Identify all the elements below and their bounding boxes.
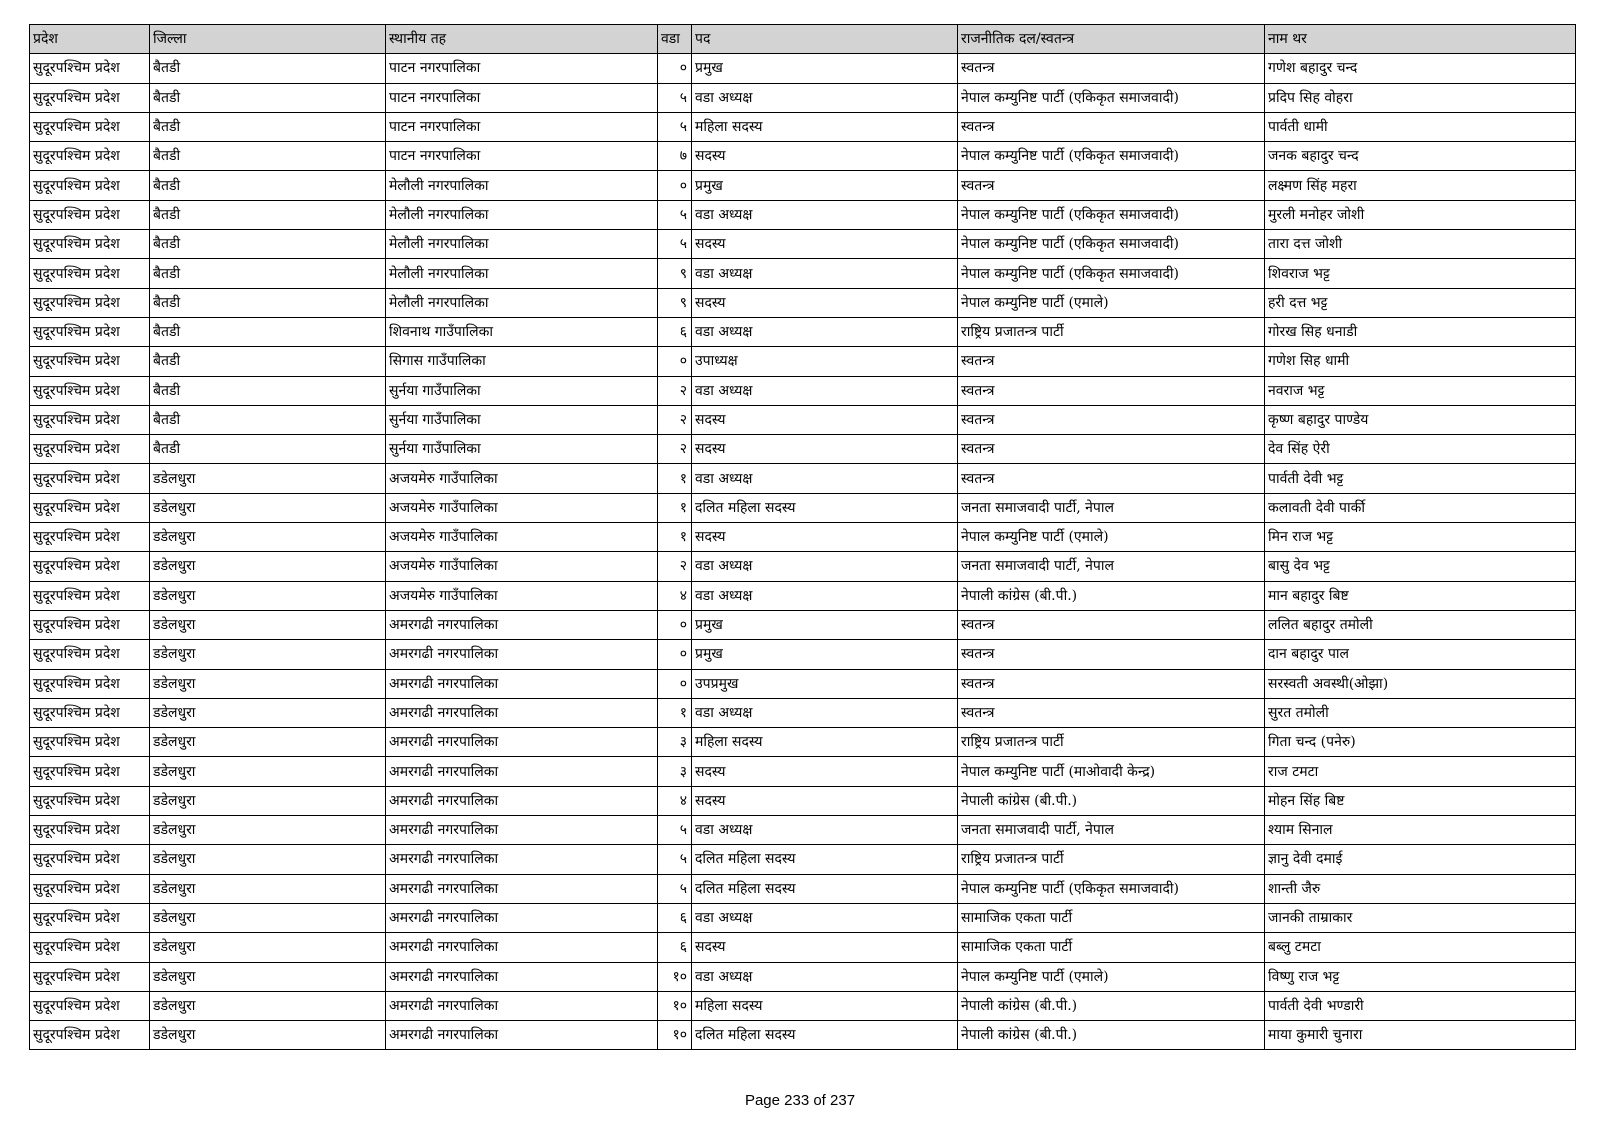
party-cell: सामाजिक एकता पार्टी: [958, 933, 1265, 962]
name-cell: ज्ञानु देवी दमाई: [1265, 845, 1576, 874]
district-cell: बैतडी: [150, 317, 386, 346]
ward-cell: ३: [658, 757, 692, 786]
table-row: [30, 288, 1576, 317]
district-cell: डडेलधुरा: [150, 845, 386, 874]
table-row: [30, 83, 1576, 112]
position-cell: सदस्य: [692, 435, 958, 464]
district-cell: डडेलधुरा: [150, 552, 386, 581]
ward-cell: ०: [658, 347, 692, 376]
ward-cell: ९: [658, 259, 692, 288]
province-cell: सुदूरपश्चिम प्रदेश: [30, 903, 150, 932]
party-cell: स्वतन्त्र: [958, 112, 1265, 141]
table-row: [30, 816, 1576, 845]
table-row: [30, 933, 1576, 962]
position-cell: प्रमुख: [692, 171, 958, 200]
province-cell: सुदूरपश्चिम प्रदेश: [30, 405, 150, 434]
ward-cell: २: [658, 376, 692, 405]
ward-cell: ९: [658, 288, 692, 317]
local-level-cell: अजयमेरु गाउँपालिका: [386, 581, 658, 610]
party-cell: जनता समाजवादी पार्टी, नेपाल: [958, 816, 1265, 845]
header-district: जिल्ला: [150, 25, 386, 54]
province-cell: सुदूरपश्चिम प्रदेश: [30, 1021, 150, 1050]
table-row: [30, 640, 1576, 669]
ward-cell: ४: [658, 581, 692, 610]
table-row: [30, 142, 1576, 171]
province-cell: सुदूरपश्चिम प्रदेश: [30, 757, 150, 786]
name-cell: मान बहादुर बिष्ट: [1265, 581, 1576, 610]
district-cell: बैतडी: [150, 259, 386, 288]
name-cell: प्रदिप सिह वोहरा: [1265, 83, 1576, 112]
district-cell: डडेलधुरा: [150, 523, 386, 552]
party-cell: जनता समाजवादी पार्टी, नेपाल: [958, 493, 1265, 522]
position-cell: दलित महिला सदस्य: [692, 1021, 958, 1050]
table-row: [30, 112, 1576, 141]
party-cell: नेपाल कम्युनिष्ट पार्टी (एकिकृत समाजवादी): [958, 259, 1265, 288]
table-row: [30, 552, 1576, 581]
local-level-cell: मेलौली नगरपालिका: [386, 288, 658, 317]
local-level-cell: अमरगढी नगरपालिका: [386, 757, 658, 786]
party-cell: स्वतन्त्र: [958, 54, 1265, 83]
table-row: [30, 669, 1576, 698]
name-cell: गोरख सिह धनाडी: [1265, 317, 1576, 346]
local-level-cell: सिगास गाउँपालिका: [386, 347, 658, 376]
province-cell: सुदूरपश्चिम प्रदेश: [30, 376, 150, 405]
table-row: [30, 610, 1576, 639]
province-cell: सुदूरपश्चिम प्रदेश: [30, 317, 150, 346]
party-cell: नेपाल कम्युनिष्ट पार्टी (एकिकृत समाजवादी): [958, 142, 1265, 171]
party-cell: नेपाली कांग्रेस (बी.पी.): [958, 581, 1265, 610]
district-cell: डडेलधुरा: [150, 581, 386, 610]
position-cell: दलित महिला सदस्य: [692, 845, 958, 874]
province-cell: सुदूरपश्चिम प्रदेश: [30, 83, 150, 112]
ward-cell: ५: [658, 230, 692, 259]
table-row: [30, 259, 1576, 288]
local-level-cell: अमरगढी नगरपालिका: [386, 903, 658, 932]
province-cell: सुदूरपश्चिम प्रदेश: [30, 874, 150, 903]
district-cell: बैतडी: [150, 83, 386, 112]
province-cell: सुदूरपश्चिम प्रदेश: [30, 698, 150, 727]
district-cell: डडेलधुरा: [150, 903, 386, 932]
table-row: [30, 903, 1576, 932]
table-row: [30, 230, 1576, 259]
party-cell: राष्ट्रिय प्रजातन्त्र पार्टी: [958, 728, 1265, 757]
name-cell: पार्वती देवी भण्डारी: [1265, 991, 1576, 1020]
local-level-cell: सुर्नया गाउँपालिका: [386, 376, 658, 405]
ward-cell: २: [658, 552, 692, 581]
local-level-cell: अमरगढी नगरपालिका: [386, 728, 658, 757]
name-cell: मिन राज भट्ट: [1265, 523, 1576, 552]
district-cell: डडेलधुरा: [150, 493, 386, 522]
position-cell: दलित महिला सदस्य: [692, 874, 958, 903]
district-cell: डडेलधुरा: [150, 698, 386, 727]
province-cell: सुदूरपश्चिम प्रदेश: [30, 493, 150, 522]
district-cell: डडेलधुरा: [150, 991, 386, 1020]
table-row: [30, 200, 1576, 229]
position-cell: वडा अध्यक्ष: [692, 464, 958, 493]
province-cell: सुदूरपश्चिम प्रदेश: [30, 610, 150, 639]
party-cell: स्वतन्त्र: [958, 669, 1265, 698]
district-cell: डडेलधुरा: [150, 1021, 386, 1050]
position-cell: वडा अध्यक्ष: [692, 259, 958, 288]
table-row: [30, 845, 1576, 874]
table-row: [30, 786, 1576, 815]
ward-cell: १: [658, 523, 692, 552]
position-cell: प्रमुख: [692, 640, 958, 669]
position-cell: सदस्य: [692, 405, 958, 434]
local-level-cell: मेलौली नगरपालिका: [386, 171, 658, 200]
province-cell: सुदूरपश्चिम प्रदेश: [30, 435, 150, 464]
header-ward: वडा: [658, 25, 692, 54]
party-cell: नेपाल कम्युनिष्ट पार्टी (एमाले): [958, 523, 1265, 552]
table-row: [30, 347, 1576, 376]
table-row: [30, 405, 1576, 434]
party-cell: नेपाल कम्युनिष्ट पार्टी (एकिकृत समाजवादी): [958, 230, 1265, 259]
position-cell: महिला सदस्य: [692, 112, 958, 141]
table-row: [30, 757, 1576, 786]
local-level-cell: अमरगढी नगरपालिका: [386, 874, 658, 903]
name-cell: तारा दत्त जोशी: [1265, 230, 1576, 259]
district-cell: बैतडी: [150, 112, 386, 141]
party-cell: स्वतन्त्र: [958, 640, 1265, 669]
name-cell: माया कुमारी चुनारा: [1265, 1021, 1576, 1050]
name-cell: मोहन सिंह बिष्ट: [1265, 786, 1576, 815]
name-cell: कृष्ण बहादुर पाण्डेय: [1265, 405, 1576, 434]
ward-cell: १: [658, 698, 692, 727]
name-cell: गणेश सिह धामी: [1265, 347, 1576, 376]
local-level-cell: मेलौली नगरपालिका: [386, 200, 658, 229]
header-position: पद: [692, 25, 958, 54]
table-row: [30, 991, 1576, 1020]
table-header: [30, 25, 1576, 54]
position-cell: वडा अध्यक्ष: [692, 962, 958, 991]
position-cell: महिला सदस्य: [692, 728, 958, 757]
table-row: [30, 464, 1576, 493]
position-cell: प्रमुख: [692, 610, 958, 639]
party-cell: नेपाल कम्युनिष्ट पार्टी (एकिकृत समाजवादी): [958, 200, 1265, 229]
party-cell: स्वतन्त्र: [958, 698, 1265, 727]
province-cell: सुदूरपश्चिम प्रदेश: [30, 962, 150, 991]
position-cell: वडा अध्यक्ष: [692, 581, 958, 610]
position-cell: सदस्य: [692, 288, 958, 317]
table-row: [30, 874, 1576, 903]
province-cell: सुदूरपश्चिम प्रदेश: [30, 523, 150, 552]
province-cell: सुदूरपश्चिम प्रदेश: [30, 347, 150, 376]
district-cell: बैतडी: [150, 288, 386, 317]
district-cell: डडेलधुरा: [150, 669, 386, 698]
party-cell: स्वतन्त्र: [958, 464, 1265, 493]
district-cell: डडेलधुरा: [150, 610, 386, 639]
province-cell: सुदूरपश्चिम प्रदेश: [30, 142, 150, 171]
ward-cell: २: [658, 405, 692, 434]
page-number: Page 233 of 237: [744, 1092, 856, 1109]
position-cell: उपप्रमुख: [692, 669, 958, 698]
local-level-cell: अमरगढी नगरपालिका: [386, 698, 658, 727]
ward-cell: ०: [658, 54, 692, 83]
name-cell: कलावती देवी पार्की: [1265, 493, 1576, 522]
ward-cell: ६: [658, 933, 692, 962]
province-cell: सुदूरपश्चिम प्रदेश: [30, 200, 150, 229]
name-cell: पार्वती देवी भट्ट: [1265, 464, 1576, 493]
province-cell: सुदूरपश्चिम प्रदेश: [30, 845, 150, 874]
position-cell: वडा अध्यक्ष: [692, 552, 958, 581]
district-cell: डडेलधुरा: [150, 962, 386, 991]
position-cell: सदस्य: [692, 933, 958, 962]
local-level-cell: पाटन नगरपालिका: [386, 112, 658, 141]
name-cell: विष्णु राज भट्ट: [1265, 962, 1576, 991]
header-row: [30, 25, 1576, 54]
position-cell: सदस्य: [692, 757, 958, 786]
local-level-cell: अमरगढी नगरपालिका: [386, 640, 658, 669]
position-cell: सदस्य: [692, 786, 958, 815]
province-cell: सुदूरपश्चिम प्रदेश: [30, 581, 150, 610]
name-cell: बब्लु टमटा: [1265, 933, 1576, 962]
district-cell: डडेलधुरा: [150, 464, 386, 493]
party-cell: स्वतन्त्र: [958, 405, 1265, 434]
table-row: [30, 376, 1576, 405]
local-level-cell: अजयमेरु गाउँपालिका: [386, 552, 658, 581]
name-cell: लक्ष्मण सिंह महरा: [1265, 171, 1576, 200]
province-cell: सुदूरपश्चिम प्रदेश: [30, 54, 150, 83]
name-cell: राज टमटा: [1265, 757, 1576, 786]
ward-cell: १०: [658, 1021, 692, 1050]
ward-cell: ५: [658, 845, 692, 874]
ward-cell: ४: [658, 786, 692, 815]
local-level-cell: मेलौली नगरपालिका: [386, 230, 658, 259]
local-level-cell: अमरगढी नगरपालिका: [386, 786, 658, 815]
position-cell: वडा अध्यक्ष: [692, 317, 958, 346]
party-cell: स्वतन्त्र: [958, 435, 1265, 464]
party-cell: राष्ट्रिय प्रजातन्त्र पार्टी: [958, 845, 1265, 874]
name-cell: नवराज भट्ट: [1265, 376, 1576, 405]
results-table: [29, 24, 1576, 1050]
name-cell: शान्ती जैरु: [1265, 874, 1576, 903]
table-row: [30, 1021, 1576, 1050]
party-cell: नेपाल कम्युनिष्ट पार्टी (एकिकृत समाजवादी): [958, 83, 1265, 112]
district-cell: बैतडी: [150, 171, 386, 200]
name-cell: जानकी ताम्राकार: [1265, 903, 1576, 932]
province-cell: सुदूरपश्चिम प्रदेश: [30, 933, 150, 962]
position-cell: वडा अध्यक्ष: [692, 903, 958, 932]
ward-cell: २: [658, 435, 692, 464]
ward-cell: ०: [658, 669, 692, 698]
header-province: प्रदेश: [30, 25, 150, 54]
name-cell: देव सिंह ऐरी: [1265, 435, 1576, 464]
ward-cell: ६: [658, 903, 692, 932]
party-cell: राष्ट्रिय प्रजातन्त्र पार्टी: [958, 317, 1265, 346]
party-cell: स्वतन्त्र: [958, 347, 1265, 376]
party-cell: स्वतन्त्र: [958, 610, 1265, 639]
local-level-cell: अजयमेरु गाउँपालिका: [386, 493, 658, 522]
name-cell: शिवराज भट्ट: [1265, 259, 1576, 288]
name-cell: बासु देव भट्ट: [1265, 552, 1576, 581]
province-cell: सुदूरपश्चिम प्रदेश: [30, 288, 150, 317]
local-level-cell: मेलौली नगरपालिका: [386, 259, 658, 288]
party-cell: नेपाल कम्युनिष्ट पार्टी (एमाले): [958, 962, 1265, 991]
district-cell: डडेलधुरा: [150, 728, 386, 757]
party-cell: नेपाल कम्युनिष्ट पार्टी (एमाले): [958, 288, 1265, 317]
district-cell: बैतडी: [150, 435, 386, 464]
party-cell: स्वतन्त्र: [958, 171, 1265, 200]
name-cell: सुरत तमोली: [1265, 698, 1576, 727]
table-row: [30, 728, 1576, 757]
ward-cell: ६: [658, 317, 692, 346]
local-level-cell: अमरगढी नगरपालिका: [386, 991, 658, 1020]
name-cell: गिता चन्द (पनेरु): [1265, 728, 1576, 757]
local-level-cell: सुर्नया गाउँपालिका: [386, 405, 658, 434]
table-row: [30, 523, 1576, 552]
ward-cell: ५: [658, 874, 692, 903]
district-cell: बैतडी: [150, 405, 386, 434]
province-cell: सुदूरपश्चिम प्रदेश: [30, 991, 150, 1020]
position-cell: उपाध्यक्ष: [692, 347, 958, 376]
district-cell: डडेलधुरा: [150, 874, 386, 903]
local-level-cell: अजयमेरु गाउँपालिका: [386, 464, 658, 493]
ward-cell: १०: [658, 991, 692, 1020]
ward-cell: १०: [658, 962, 692, 991]
position-cell: वडा अध्यक्ष: [692, 816, 958, 845]
name-cell: हरी दत्त भट्ट: [1265, 288, 1576, 317]
name-cell: पार्वती धामी: [1265, 112, 1576, 141]
position-cell: सदस्य: [692, 230, 958, 259]
province-cell: सुदूरपश्चिम प्रदेश: [30, 230, 150, 259]
district-cell: बैतडी: [150, 230, 386, 259]
header-local-level: स्थानीय तह: [386, 25, 658, 54]
ward-cell: ५: [658, 200, 692, 229]
table-row: [30, 581, 1576, 610]
district-cell: डडेलधुरा: [150, 816, 386, 845]
position-cell: वडा अध्यक्ष: [692, 376, 958, 405]
province-cell: सुदूरपश्चिम प्रदेश: [30, 259, 150, 288]
province-cell: सुदूरपश्चिम प्रदेश: [30, 552, 150, 581]
province-cell: सुदूरपश्चिम प्रदेश: [30, 669, 150, 698]
province-cell: सुदूरपश्चिम प्रदेश: [30, 728, 150, 757]
position-cell: प्रमुख: [692, 54, 958, 83]
name-cell: सरस्वती अवस्थी(ओझा): [1265, 669, 1576, 698]
party-cell: जनता समाजवादी पार्टी, नेपाल: [958, 552, 1265, 581]
position-cell: वडा अध्यक्ष: [692, 698, 958, 727]
local-level-cell: अमरगढी नगरपालिका: [386, 962, 658, 991]
district-cell: डडेलधुरा: [150, 933, 386, 962]
party-cell: नेपाली कांग्रेस (बी.पी.): [958, 786, 1265, 815]
name-cell: जनक बहादुर चन्द: [1265, 142, 1576, 171]
party-cell: नेपाली कांग्रेस (बी.पी.): [958, 1021, 1265, 1050]
position-cell: दलित महिला सदस्य: [692, 493, 958, 522]
name-cell: श्याम सिनाल: [1265, 816, 1576, 845]
local-level-cell: अमरगढी नगरपालिका: [386, 845, 658, 874]
header-name: नाम थर: [1265, 25, 1576, 54]
party-cell: स्वतन्त्र: [958, 376, 1265, 405]
table-row: [30, 317, 1576, 346]
local-level-cell: अमरगढी नगरपालिका: [386, 1021, 658, 1050]
district-cell: डडेलधुरा: [150, 640, 386, 669]
district-cell: बैतडी: [150, 142, 386, 171]
table-body: [30, 54, 1576, 1050]
name-cell: मुरली मनोहर जोशी: [1265, 200, 1576, 229]
party-cell: नेपाल कम्युनिष्ट पार्टी (एकिकृत समाजवादी): [958, 874, 1265, 903]
local-level-cell: अमरगढी नगरपालिका: [386, 610, 658, 639]
local-level-cell: पाटन नगरपालिका: [386, 83, 658, 112]
district-cell: बैतडी: [150, 347, 386, 376]
local-level-cell: अजयमेरु गाउँपालिका: [386, 523, 658, 552]
table-row: [30, 962, 1576, 991]
party-cell: सामाजिक एकता पार्टी: [958, 903, 1265, 932]
table-row: [30, 493, 1576, 522]
position-cell: वडा अध्यक्ष: [692, 83, 958, 112]
province-cell: सुदूरपश्चिम प्रदेश: [30, 816, 150, 845]
local-level-cell: सुर्नया गाउँपालिका: [386, 435, 658, 464]
header-party: राजनीतिक दल/स्वतन्त्र: [958, 25, 1265, 54]
province-cell: सुदूरपश्चिम प्रदेश: [30, 786, 150, 815]
district-cell: डडेलधुरा: [150, 757, 386, 786]
ward-cell: ०: [658, 171, 692, 200]
name-cell: गणेश बहादुर चन्द: [1265, 54, 1576, 83]
table-row: [30, 698, 1576, 727]
ward-cell: ५: [658, 83, 692, 112]
district-cell: बैतडी: [150, 376, 386, 405]
table-row: [30, 435, 1576, 464]
name-cell: ललित बहादुर तमोली: [1265, 610, 1576, 639]
ward-cell: ०: [658, 610, 692, 639]
party-cell: नेपाली कांग्रेस (बी.पी.): [958, 991, 1265, 1020]
local-level-cell: पाटन नगरपालिका: [386, 54, 658, 83]
ward-cell: ५: [658, 816, 692, 845]
district-cell: बैतडी: [150, 54, 386, 83]
local-level-cell: शिवनाथ गाउँपालिका: [386, 317, 658, 346]
district-cell: डडेलधुरा: [150, 786, 386, 815]
table-row: [30, 54, 1576, 83]
district-cell: बैतडी: [150, 200, 386, 229]
position-cell: सदस्य: [692, 142, 958, 171]
position-cell: वडा अध्यक्ष: [692, 200, 958, 229]
ward-cell: ०: [658, 640, 692, 669]
province-cell: सुदूरपश्चिम प्रदेश: [30, 464, 150, 493]
name-cell: दान बहादुर पाल: [1265, 640, 1576, 669]
province-cell: सुदूरपश्चिम प्रदेश: [30, 112, 150, 141]
province-cell: सुदूरपश्चिम प्रदेश: [30, 171, 150, 200]
province-cell: सुदूरपश्चिम प्रदेश: [30, 640, 150, 669]
table-row: [30, 171, 1576, 200]
ward-cell: १: [658, 464, 692, 493]
position-cell: सदस्य: [692, 523, 958, 552]
ward-cell: ५: [658, 112, 692, 141]
ward-cell: ३: [658, 728, 692, 757]
local-level-cell: अमरगढी नगरपालिका: [386, 933, 658, 962]
local-level-cell: अमरगढी नगरपालिका: [386, 669, 658, 698]
position-cell: महिला सदस्य: [692, 991, 958, 1020]
local-level-cell: अमरगढी नगरपालिका: [386, 816, 658, 845]
ward-cell: १: [658, 493, 692, 522]
local-level-cell: पाटन नगरपालिका: [386, 142, 658, 171]
ward-cell: ७: [658, 142, 692, 171]
party-cell: नेपाल कम्युनिष्ट पार्टी (माओवादी केन्द्र): [958, 757, 1265, 786]
